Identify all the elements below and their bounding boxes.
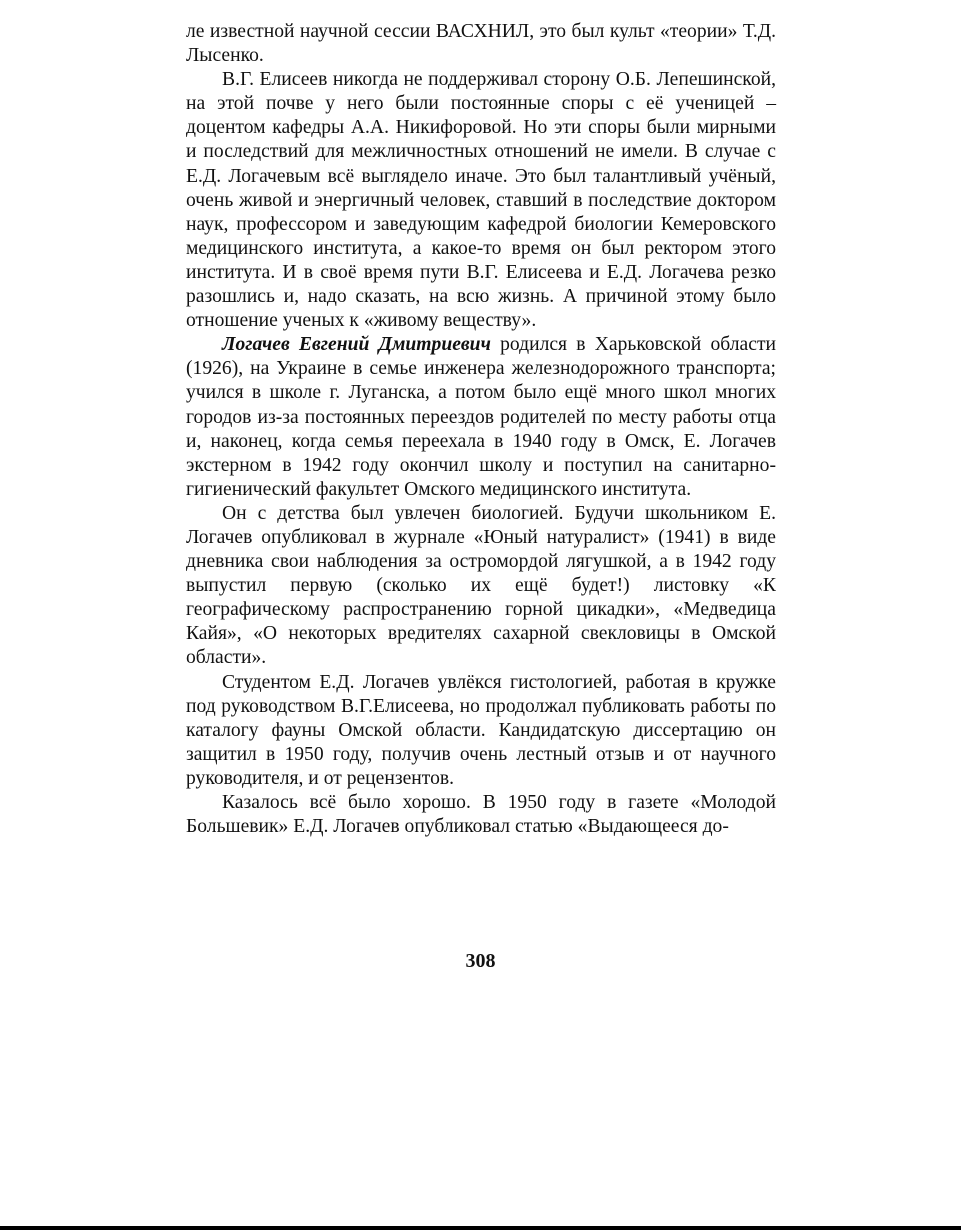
- paragraph-1: ле известной научной сессии ВАСХНИЛ, это был культ «теории» Т.Д. Лысенко.: [186, 21, 776, 67]
- paragraph-4: Он с детства был увлечен биологией. Будучи школьником Е. Логачев опубликовал в журнале «Юный натуралист» (1941) в виде дневника свои наблюдения за остромордой лягушкой, а в 1942 году выпустил первую (сколько их ещё будет!) листовку «К географическому распространению горной цикадки», «Медведица Кайя», «О некоторых вредителях сахарной свекловицы в Омской области».: [186, 502, 776, 669]
- paragraph-3-text: родился в Харьковской области (1926), на Украине в семье инженера железнодорожного транспорта; учился в школе г. Луганска, а потом было ещё много школ многих городов из-за постоянных переездов родителей по месту работы отца и, наконец, когда семья переехала в 1940 году в Омск, Е. Логачев экстерном в 1942 году окончил школу и поступил на санитарно-гигиенический факультет Омского медицинского института.: [186, 334, 776, 500]
- paragraph-3: [186, 333, 776, 502]
- person-name: Логачев Евгений Дмитриевич: [222, 334, 491, 356]
- paragraph-2: В.Г. Елисеев никогда не поддерживал сторону О.Б. Лепешинской, на этой почве у него были постоянные споры с её ученицей – доцентом кафедры А.А. Никифоровой. Но эти споры были мирными и последствий для межличностных отношений не имели. В случае с Е.Д. Логачевым всё выглядело иначе. Это был талантливый учёный, очень живой и энергичный человек, ставший в последствие доктором наук, профессором и заведующим кафедрой биологии Кемеровского медицинского института, а какое-то время он был ректором этого института. И в своё время пути В.Г. Елисеева и Е.Д. Логачева резко разошлись и, надо сказать, на всю жизнь. А причиной этому было отношение ученых к «живому веществу».: [186, 69, 776, 332]
- paragraph-5: Студентом Е.Д. Логачев увлёкся гистологией, работая в кружке под руководством В.Г.Елисеева, но продолжал публиковать работы по каталогу фауны Омской области. Кандидатскую диссертацию он защитил в 1950 году, получив очень лестный отзыв и от научного руководителя, и от рецензентов.: [186, 671, 776, 789]
- paragraph-6: Казалось всё было хорошо. В 1950 году в газете «Молодой Большевик» Е.Д. Логачев опубликовал статью «Выдающееся до-: [186, 792, 776, 838]
- bottom-border: [0, 1226, 961, 1230]
- body-text: [186, 20, 776, 839]
- page-number: 308: [465, 950, 496, 972]
